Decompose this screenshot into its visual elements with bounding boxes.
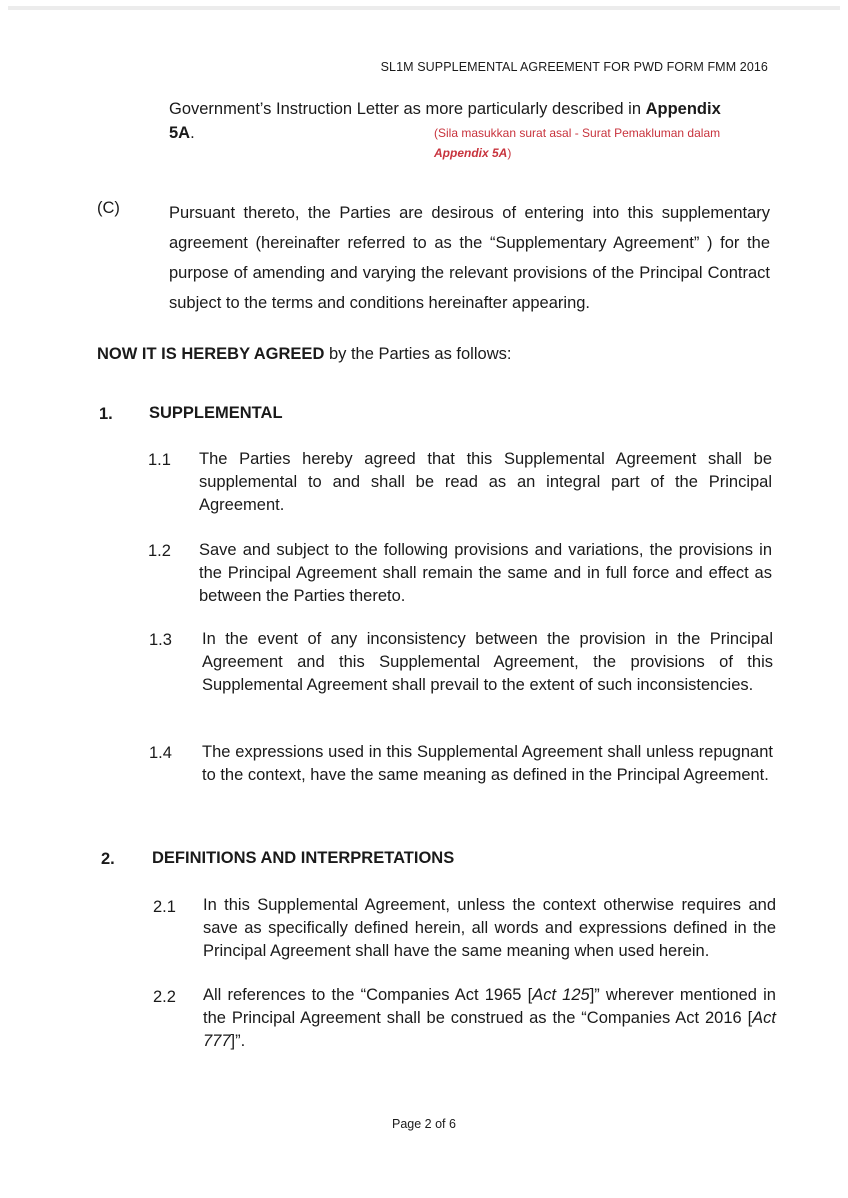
clause-1-4-number: 1.4	[149, 744, 172, 762]
section-2-title: DEFINITIONS AND INTERPRETATIONS	[152, 849, 455, 867]
clause-1-1-number: 1.1	[148, 451, 171, 469]
clause-1-3-text: In the event of any inconsistency between the provision in the Principal Agreement and this Supplemental Agreement, the provisions of this Supplemental Agreement shall prevail to the extent of such inconsistencies.	[202, 630, 773, 694]
intro-line-1: Government’s Instruction Letter as more particularly described in Appendix	[169, 100, 721, 118]
instruction-note	[434, 123, 748, 163]
section-1-title: SUPPLEMENTAL	[149, 404, 283, 422]
document-header: SL1M SUPPLEMENTAL AGREEMENT FOR PWD FORM FMM 2016	[380, 60, 768, 74]
recital-text: Pursuant thereto, the Parties are desirous of entering into this supplementary agreement (hereinafter referred to as the “Supplementary Agreement” ) for the purpose of amending and varying the relevant provisions of the Principal Contract subject to the terms and conditions hereinafter appearing.	[169, 204, 770, 312]
agreement-lead: NOW IT IS HEREBY AGREED by the Parties as follows:	[97, 345, 512, 363]
scan-top-border	[8, 6, 840, 10]
clause-1-2-number: 1.2	[148, 542, 171, 560]
page-number: Page 2 of 6	[392, 1117, 456, 1131]
clause-1-2-text: Save and subject to the following provisions and variations, the provisions in the Principal Agreement shall remain the same and in full force and effect as between the Parties thereto.	[199, 541, 772, 605]
section-1-number: 1.	[99, 405, 113, 423]
clause-1-3-number: 1.3	[149, 631, 172, 649]
note-line-1: (Sila masukkan surat asal - Surat Pemakluman dalam	[434, 126, 721, 140]
clause-2-2-text: All references to the “Companies Act 1965 [Act 125]” wherever mentioned in the Principal Agreement shall be construed as the “Companies Act 2016 [Act 777]”.	[203, 986, 776, 1050]
clause-1-1-text: The Parties hereby agreed that this Supplemental Agreement shall be supplemental to and shall be read as an integral part of the Principal Agreement.	[199, 450, 772, 514]
clause-2-1-number: 2.1	[153, 898, 176, 916]
recital-label: (C)	[97, 199, 120, 217]
clause-2-2-number: 2.2	[153, 988, 176, 1006]
intro-line-2: 5A.	[169, 124, 195, 142]
clause-2-1-text: In this Supplemental Agreement, unless the context otherwise requires and save as specifically defined herein, all words and expressions defined in the Principal Agreement shall have the same meaning when used herein.	[203, 896, 776, 960]
section-2-number: 2.	[101, 850, 115, 868]
clause-1-4-text: The expressions used in this Supplemental Agreement shall unless repugnant to the context, have the same meaning as defined in the Principal Agreement.	[202, 743, 773, 784]
note-line-2: Appendix 5A)	[434, 146, 512, 160]
